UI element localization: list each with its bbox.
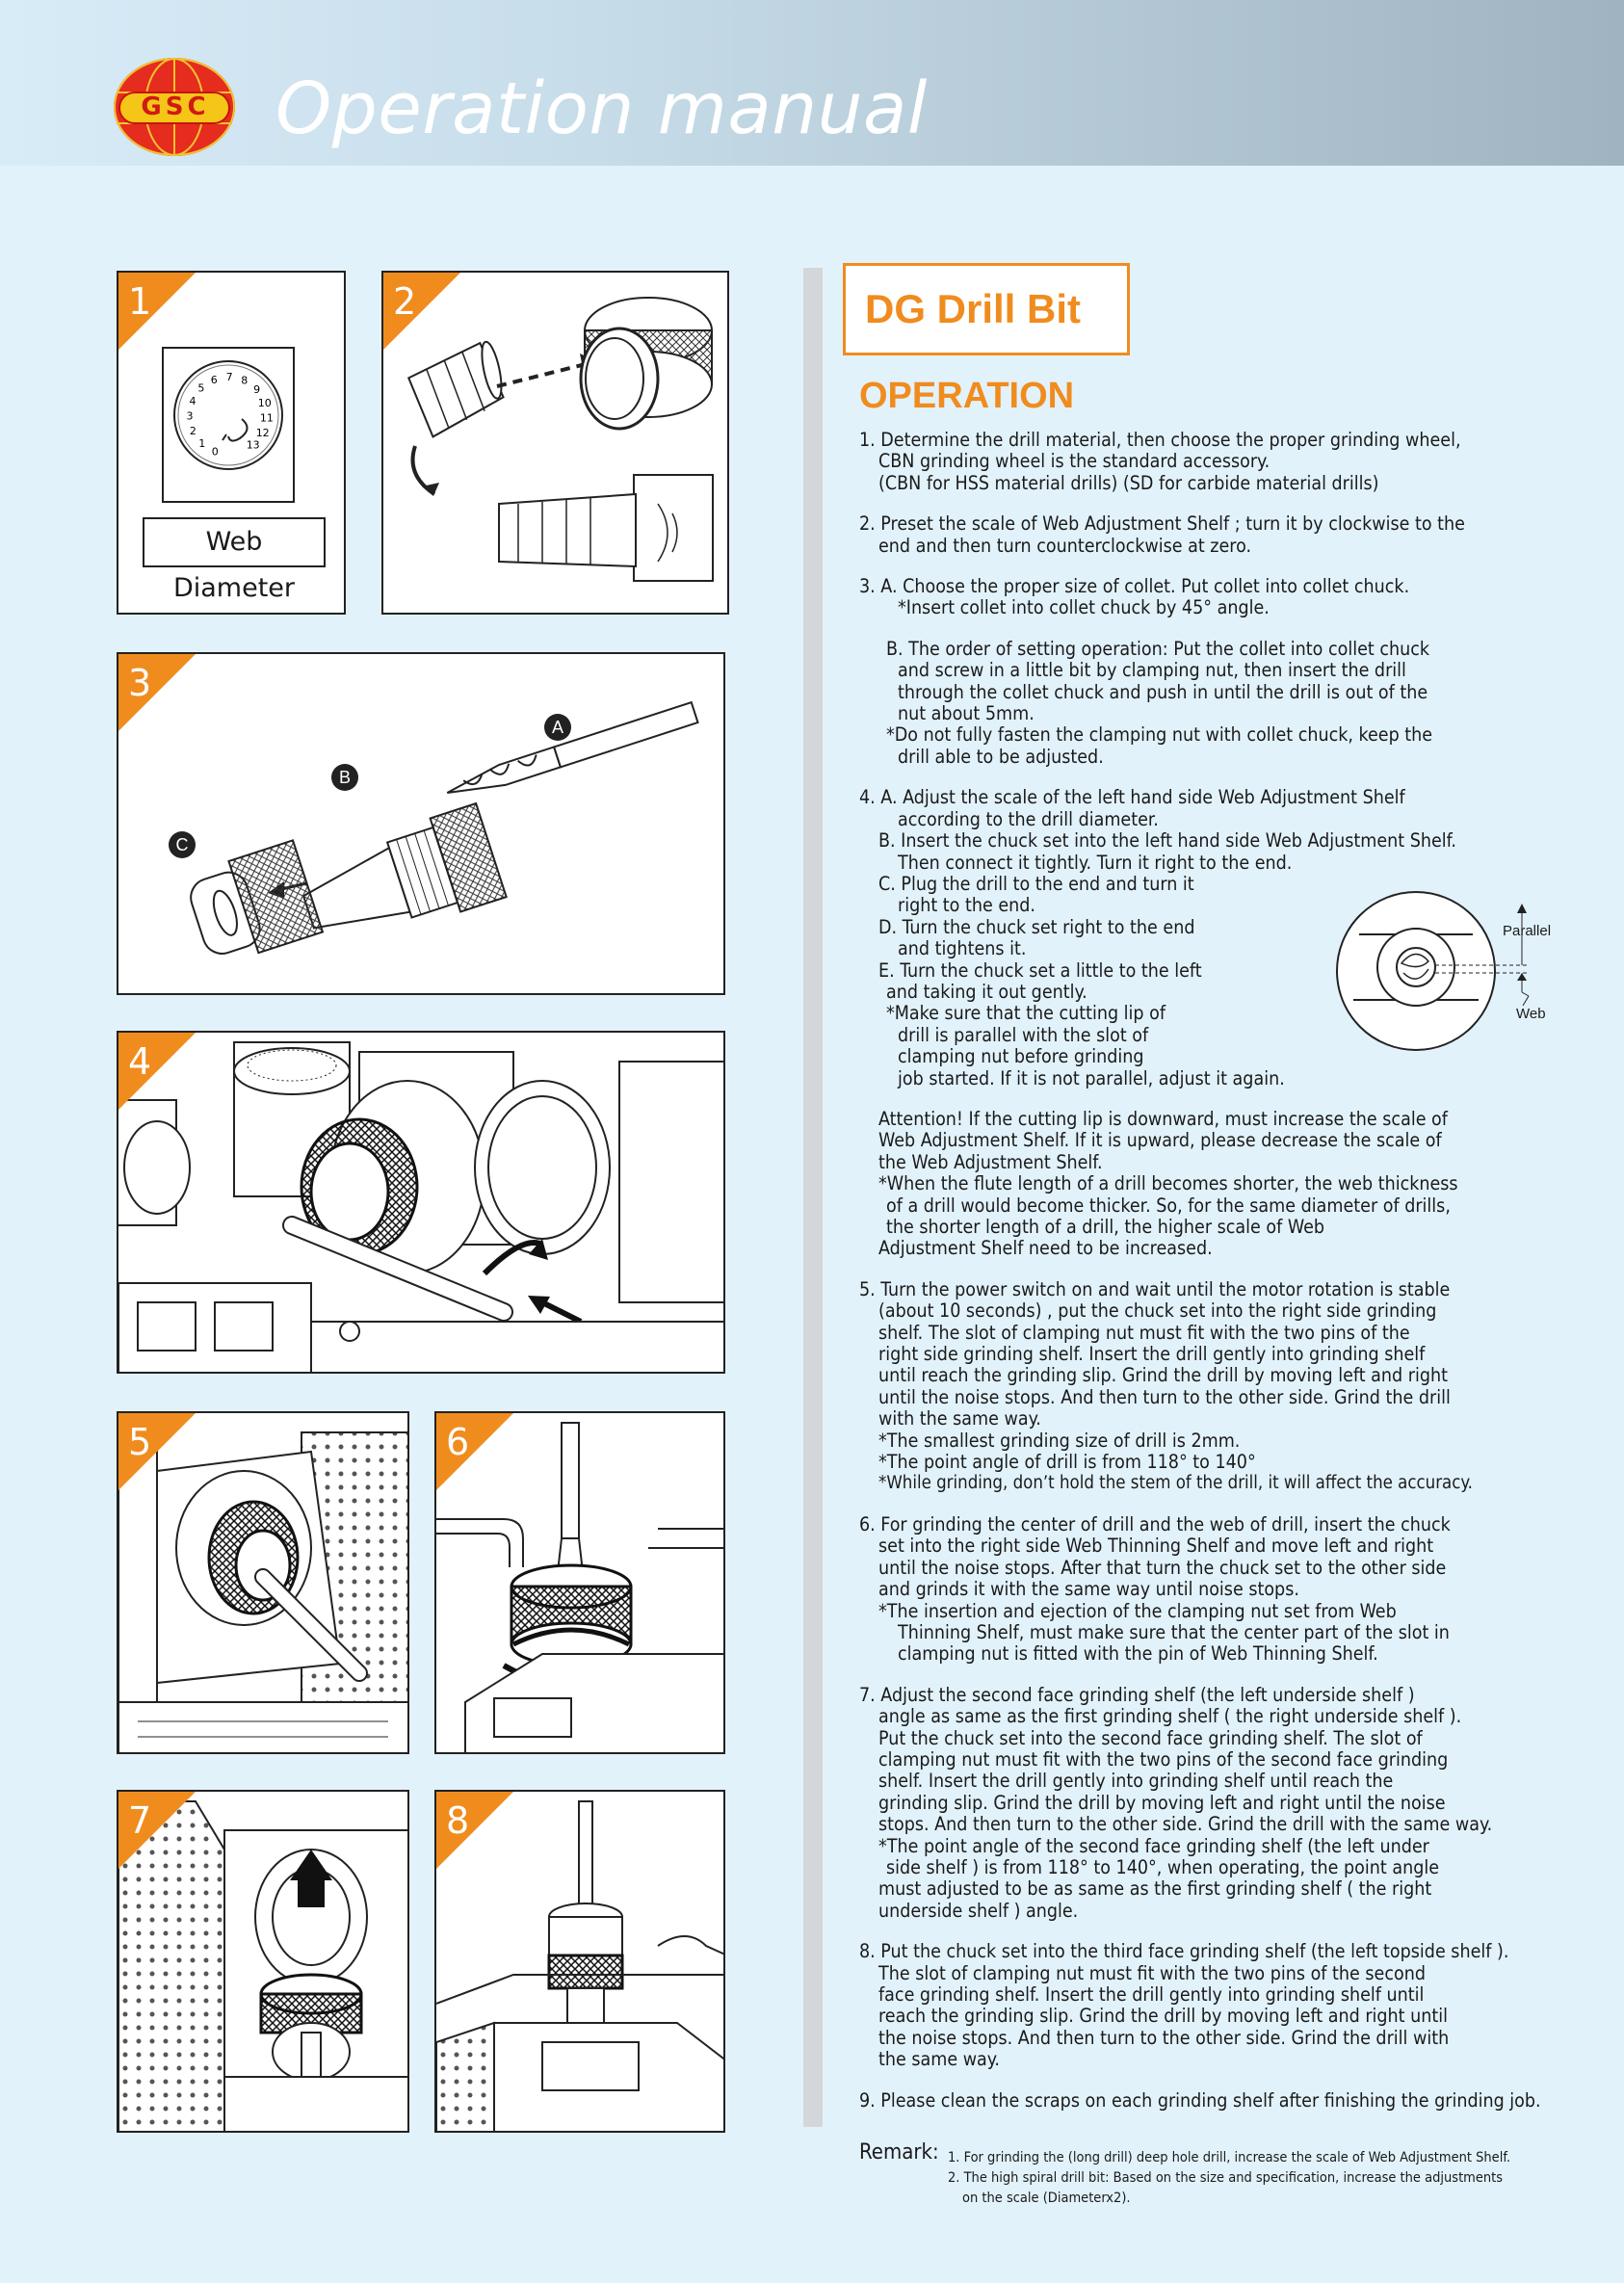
step-4b-line: Then connect it tightly. Turn it right to the end. (898, 851, 1293, 874)
remark-item: 1. For grinding the (long drill) deep hole drill, increase the scale of Web Adjustment Shelf. (948, 2150, 1511, 2165)
illustration-panel-4 (117, 1031, 725, 1374)
step-8-line: face grinding shelf. Insert the drill gently into grinding shelf until (878, 1983, 1425, 2006)
step-5-line: shelf. The slot of clamping nut must fit with the two pins of the (878, 1321, 1410, 1344)
step-1-line: 1. Determine the drill material, then choose the proper grinding wheel, (859, 429, 1461, 451)
step-6-line: set into the right side Web Thinning Shelf and move left and right (878, 1535, 1434, 1558)
second-face-grinding-shelf-illustration (118, 1792, 409, 2133)
step-8-line: the noise stops. And then turn to the other side. Grind the drill with (878, 2026, 1450, 2049)
step-3b-line: *Do not fully fasten the clamping nut with collet chuck, keep the (886, 723, 1433, 747)
step-4c-line: right to the end. (898, 894, 1035, 917)
drill-collet-nut-assembly-illustration (118, 654, 725, 995)
dial-number: 5 (197, 381, 205, 395)
web-diameter-label: Web Diameter (143, 517, 326, 567)
step-6-note: Thinning Shelf, must make sure that the center part of the slot in (898, 1620, 1450, 1643)
step-6-line: until the noise stops. After that turn the chuck set to the other side (878, 1556, 1447, 1579)
step-7-line: stops. And then turn to the other side. Grind the drill with the same way. (878, 1813, 1493, 1836)
web-thinning-shelf-illustration (436, 1413, 725, 1754)
step-5-line: with the same way. (878, 1407, 1041, 1430)
dial-number: 12 (255, 427, 270, 440)
step-7-note: *The point angle of the second face grinding shelf (the left under (878, 1834, 1429, 1857)
dial-number: 11 (259, 411, 274, 425)
dial-number: 2 (189, 425, 196, 438)
page-header (0, 0, 1624, 166)
label-b-badge (331, 764, 358, 791)
panel-number: 7 (128, 1799, 152, 1842)
illustration-panel-7 (117, 1790, 409, 2133)
web-label: Web (1516, 1006, 1546, 1022)
illustration-panel-5 (117, 1411, 409, 1754)
step-3b-line: drill able to be adjusted. (898, 745, 1104, 768)
step-4e-line: and taking it out gently. (886, 980, 1087, 1003)
dial-number: 0 (211, 445, 219, 459)
dial-number: 13 (246, 438, 260, 452)
step-8-line: the same way. (878, 2048, 1000, 2071)
step-8-line: 8. Put the chuck set into the third face grinding shelf (the left topside shelf ). (859, 1940, 1509, 1963)
step-7-line: 7. Adjust the second face grinding shelf (the left underside shelf ) (859, 1683, 1415, 1706)
label-c: C (175, 835, 189, 854)
illustration-panel-6 (434, 1411, 725, 1754)
section-title: DG Drill Bit (865, 286, 1082, 331)
step-7-line: shelf. Insert the drill gently into grinding shelf until reach the (878, 1770, 1394, 1793)
logo-text: GSC (141, 92, 210, 121)
dial-number: 4 (189, 394, 196, 407)
operation-instructions (859, 430, 1564, 2112)
label-a-badge (544, 714, 571, 741)
step-5-line: until reach the grinding slip. Grind the drill by moving left and right (878, 1364, 1448, 1387)
dial-number: 7 (225, 371, 233, 383)
step-7-line: Put the chuck set into the second face grinding shelf. The slot of (878, 1726, 1423, 1749)
step-6-line: and grinds it with the same way until noise stops. (878, 1578, 1299, 1601)
panel-number: 5 (128, 1421, 152, 1463)
attention-line: Adjustment Shelf need to be increased. (878, 1237, 1213, 1260)
step-2-line: end and then turn counterclockwise at zero. (878, 534, 1252, 557)
column-divider (803, 268, 823, 2127)
label-a: A (551, 718, 563, 737)
step-6-note: *The insertion and ejection of the clamping nut set from Web (878, 1599, 1397, 1622)
step-1-line: CBN grinding wheel is the standard accessory. (878, 450, 1270, 473)
step-7-line: angle as same as the first grinding shelf ( the right underside shelf ). (878, 1705, 1462, 1728)
step-3b-line: B. The order of setting operation: Put the collet into collet chuck (886, 637, 1430, 660)
illustration-panel-1 (117, 271, 346, 615)
step-4e-note: clamping nut before grinding (898, 1045, 1144, 1068)
step-8-line: reach the grinding slip. Grind the drill by moving left and right until (878, 2005, 1448, 2028)
attention-line: the Web Adjustment Shelf. (878, 1150, 1103, 1173)
dial-number: 6 (210, 373, 218, 386)
illustration-panel-8 (434, 1790, 725, 2133)
dial-number: 1 (198, 437, 206, 451)
attention-line: *When the flute length of a drill becomes shorter, the web thickness (878, 1172, 1458, 1195)
label-b: B (338, 768, 351, 787)
step-4e-note: drill is parallel with the slot of (898, 1023, 1149, 1046)
section-title-box (843, 263, 1130, 355)
attention-line: the shorter length of a drill, the higher scale of Web (886, 1216, 1325, 1238)
dial-number: 8 (241, 374, 249, 387)
step-4d-line: D. Turn the chuck set right to the end (878, 915, 1195, 938)
dial-number: 9 (253, 383, 261, 397)
step-7-line: clamping nut must fit with the two pins of the second face grinding (878, 1747, 1449, 1771)
web-parallel-diagram (1324, 884, 1556, 1058)
step-5-line: (about 10 seconds) , put the chuck set into the right side grinding (878, 1299, 1437, 1323)
panel-number: 3 (128, 662, 152, 704)
panel-number: 4 (128, 1040, 152, 1083)
parallel-label: Parallel (1503, 923, 1552, 939)
panel-number: 6 (446, 1421, 470, 1463)
step-8-line: The slot of clamping nut must fit with the two pins of the second (878, 1961, 1426, 1984)
step-3b-line: through the collet chuck and push in until the drill is out of the (898, 680, 1428, 703)
step-4e-note: job started. If it is not parallel, adjust it again. (898, 1066, 1285, 1089)
panel-number: 1 (128, 280, 152, 323)
step-3b-line: and screw in a little bit by clamping nut, then insert the drill (898, 659, 1406, 682)
step-7-note: must adjusted to be as same as the first grinding shelf ( the right (878, 1877, 1432, 1901)
step-6-note: clamping nut is fitted with the pin of Web Thinning Shelf. (898, 1642, 1378, 1666)
remark-item: on the scale (Diameterx2). (962, 2191, 1131, 2206)
step-4e-line: E. Turn the chuck set a little to the left (878, 958, 1202, 982)
step-5-line: right side grinding shelf. Insert the drill gently into grinding shelf (878, 1343, 1426, 1366)
dial-number: 3 (186, 409, 194, 423)
step-1-line: (CBN for HSS material drills) (SD for carbide material drills) (878, 471, 1379, 494)
panel-number: 2 (393, 280, 417, 323)
step-4d-line: and tightens it. (898, 937, 1027, 960)
right-grinding-shelf-illustration (118, 1413, 409, 1754)
label-c-badge (169, 831, 196, 858)
collet-and-nut-illustration (383, 273, 729, 615)
operation-heading: OPERATION (859, 376, 1075, 416)
step-5-line: until the noise stops. And then turn to the other side. Grind the drill (878, 1385, 1451, 1408)
step-7-line: grinding slip. Grind the drill by moving left and right until the noise (878, 1791, 1446, 1814)
step-5-line: 5. Turn the power switch on and wait until the motor rotation is stable (859, 1277, 1451, 1300)
dial-number: 10 (257, 396, 272, 409)
illustration-panel-2 (381, 271, 729, 615)
step-3a-line: 3. A. Choose the proper size of collet. Put collet into collet chuck. (859, 575, 1410, 598)
step-7-note: side shelf ) is from 118° to 140°, when operating, the point angle (886, 1855, 1440, 1878)
step-5-note: *The point angle of drill is from 118° to 140° (878, 1451, 1256, 1474)
machine-web-adjustment-illustration (118, 1033, 725, 1374)
step-3b-line: nut about 5mm. (898, 702, 1035, 725)
step-5-note: *The smallest grinding size of drill is 2mm. (878, 1429, 1241, 1452)
third-face-grinding-shelf-illustration (436, 1792, 725, 2133)
remark-label: Remark: (859, 2140, 939, 2165)
attention-line: Web Adjustment Shelf. If it is upward, please decrease the scale of (878, 1129, 1442, 1152)
step-9-line: 9. Please clean the scraps on each grinding shelf after finishing the grinding job. (859, 2088, 1541, 2112)
step-4a-line: according to the drill diameter. (898, 807, 1159, 830)
remark-item: 2. The high spiral drill bit: Based on the size and specification, increase the adjustments (948, 2170, 1504, 2186)
step-7-note: underside shelf ) angle. (878, 1899, 1079, 1922)
step-4a-line: 4. A. Adjust the scale of the left hand side Web Adjustment Shelf (859, 786, 1405, 809)
step-4b-line: B. Insert the chuck set into the left hand side Web Adjustment Shelf. (878, 829, 1456, 853)
step-3a-line: *Insert collet into collet chuck by 45° angle. (898, 596, 1270, 619)
illustration-panel-3 (117, 652, 725, 995)
attention-line: Attention! If the cutting lip is downward, must increase the scale of (878, 1107, 1448, 1130)
step-4e-note: *Make sure that the cutting lip of (886, 1002, 1166, 1025)
panel-number: 8 (446, 1799, 470, 1842)
step-5-note: *While grinding, don’t hold the stem of the drill, it will affect the accuracy. (878, 1473, 1473, 1494)
step-2-line: 2. Preset the scale of Web Adjustment Shelf ; turn it by clockwise to the (859, 512, 1465, 536)
attention-line: of a drill would become thicker. So, for the same diameter of drills, (886, 1194, 1451, 1217)
page-title: Operation manual (275, 67, 928, 150)
step-4c-line: C. Plug the drill to the end and turn it (878, 872, 1194, 895)
step-6-line: 6. For grinding the center of drill and the web of drill, insert the chuck (859, 1512, 1451, 1535)
